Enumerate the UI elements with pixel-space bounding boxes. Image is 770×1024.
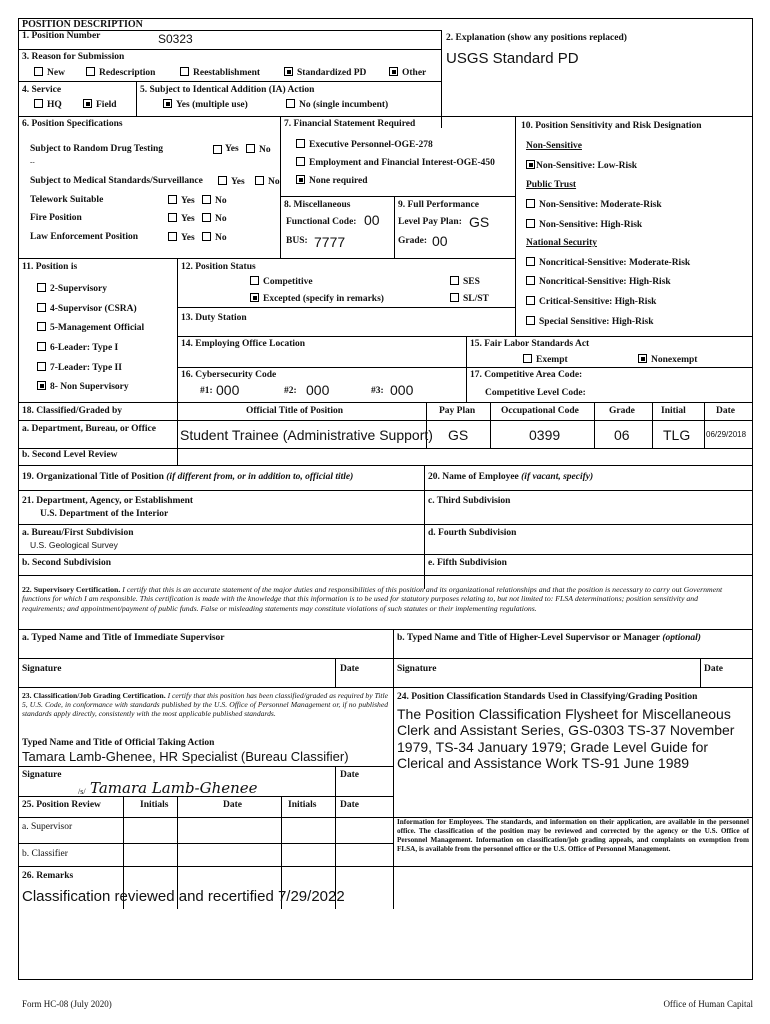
flsa-label: 15. Fair Labor Standards Act (470, 339, 590, 349)
financial-oge450[interactable]: Employment and Financial Interest-OGE-450 (296, 157, 495, 169)
second-level-review-label: b. Second Level Review (22, 450, 118, 460)
status-excepted[interactable]: Excepted (specify in remarks) (250, 293, 384, 305)
ses-checkbox[interactable] (450, 276, 459, 285)
initial-cell[interactable]: TLG (663, 427, 691, 443)
telework-yes[interactable]: Yes (168, 195, 195, 207)
employing-office-label: 14. Employing Office Location (181, 339, 306, 349)
office-name: Office of Human Capital (663, 999, 753, 1009)
medical-standards-label: Subject to Medical Standards/Surveillance (30, 176, 203, 186)
pos-7-checkbox[interactable] (37, 362, 46, 371)
pos-8-checkbox[interactable] (37, 381, 46, 390)
cybersecurity-label: 16. Cybersecurity Code (181, 370, 277, 380)
fifth-subdivision-label: e. Fifth Subdivision (428, 558, 507, 568)
official-signature[interactable]: Tamara Lamb-Ghenee (90, 779, 258, 797)
special-high-checkbox[interactable] (526, 316, 535, 325)
competitive-level-label: Competitive Level Code: (485, 388, 586, 398)
employee-information: Information for Employees. The standards, and information on their application, are available in the personnel office. The classification of the position may be reviewed and corrected by the agency or the U.S. Office of Personnel Management. Information on classification/job grading appeals, and complaints on exemption from FLSA, is available from the personnel office or the U.S. Office of Personnel Management. (397, 818, 749, 853)
drug-no[interactable]: No (246, 144, 271, 156)
pay-plan-label: Level Pay Plan: (398, 217, 462, 227)
national-security-heading: National Security (526, 238, 597, 248)
nc-high-risk[interactable]: Noncritical-Sensitive: High-Risk (526, 276, 671, 288)
fire-yes-checkbox[interactable] (168, 213, 177, 222)
public-trust-heading: Public Trust (526, 180, 577, 190)
fire-position-label: Fire Position (30, 213, 82, 223)
reason-standardized-checkbox[interactable] (284, 67, 293, 76)
service-hq[interactable]: HQ (34, 99, 62, 111)
telework-yes-checkbox[interactable] (168, 195, 177, 204)
medical-no[interactable]: No (255, 176, 280, 188)
reason-redescription-checkbox[interactable] (86, 67, 95, 76)
critical-high-checkbox[interactable] (526, 296, 535, 305)
ns-high-checkbox[interactable] (526, 219, 535, 228)
competitive-area-label: 17. Competitive Area Code: (470, 370, 583, 380)
telework-no-checkbox[interactable] (202, 195, 211, 204)
date-cell[interactable]: 06/29/2018 (706, 430, 747, 439)
explanation-value[interactable]: USGS Standard PD (446, 50, 579, 67)
drug-dash: -- (30, 158, 35, 166)
supervisor-signature-label: Signature (22, 664, 62, 674)
form-title: POSITION DESCRIPTION (22, 19, 143, 30)
medical-yes[interactable]: Yes (218, 176, 245, 188)
employee-name-label: 20. Name of Employee (if vacant, specify) (428, 472, 594, 482)
pos-4-checkbox[interactable] (37, 303, 46, 312)
official-typed-name-value[interactable]: Tamara Lamb-Ghenee, HR Specialist (Bureau Classifier) (22, 749, 349, 764)
standards-used-label: 24. Position Classification Standards Used in Classifying/Grading Position (397, 692, 698, 702)
financial-oge278[interactable]: Executive Personnel-OGE-278 (296, 139, 433, 151)
excepted-checkbox[interactable] (250, 293, 259, 302)
cyber-code-2-label: #2: (284, 386, 297, 396)
status-slst[interactable]: SL/ST (450, 293, 489, 305)
reason-other-checkbox[interactable] (389, 67, 398, 76)
pos-5-checkbox[interactable] (37, 322, 46, 331)
financial-none[interactable]: None required (296, 175, 368, 187)
functional-code-label: Functional Code: (286, 217, 357, 227)
functional-code-value[interactable]: 00 (364, 212, 380, 228)
position-number-label: 1. Position Number (22, 31, 101, 41)
pay-plan-cell[interactable]: GS (448, 427, 469, 443)
ns-low-risk[interactable]: Non-Sensitive: Low-Risk (526, 160, 637, 172)
oge278-checkbox[interactable] (296, 139, 305, 148)
higher-supervisor-label: b. Typed Name and Title of Higher-Level Supervisor or Manager (optional) (397, 633, 701, 643)
nc-moderate-risk[interactable]: Noncritical-Sensitive: Moderate-Risk (526, 257, 690, 269)
reason-label: 3. Reason for Submission (22, 52, 125, 62)
reason-new-checkbox[interactable] (34, 67, 43, 76)
telework-label: Telework Suitable (30, 195, 104, 205)
exempt-checkbox[interactable] (523, 354, 532, 363)
org-title-label: 19. Organizational Title of Position (if different from, or in addition to, official title) (22, 472, 354, 482)
classified-by-label: 18. Classified/Graded by (22, 406, 123, 416)
service-field-checkbox[interactable] (83, 99, 92, 108)
bureau-value[interactable]: U.S. Geological Survey (30, 540, 118, 550)
pos-5-management[interactable]: 5-Management Official (37, 322, 144, 334)
reason-other[interactable]: Other (389, 67, 426, 79)
pos-2-checkbox[interactable] (37, 283, 46, 292)
dept-bureau-office-label: a. Department, Bureau, or Office (22, 424, 156, 434)
cyber-code-2-value[interactable]: 000 (306, 382, 330, 398)
law-no-checkbox[interactable] (202, 232, 211, 241)
pos-6-leader-1[interactable]: 6-Leader: Type I (37, 342, 118, 354)
immediate-supervisor-label: a. Typed Name and Title of Immediate Supervisor (22, 633, 225, 643)
misc-label: 8. Miscellaneous (284, 200, 351, 210)
drug-yes[interactable]: Yes (213, 144, 239, 155)
ns-moderate-checkbox[interactable] (526, 199, 535, 208)
signature-prefix: /s/ (78, 787, 86, 796)
pay-plan-value[interactable]: GS (469, 214, 490, 230)
official-typed-name-label: Typed Name and Title of Official Taking Action (22, 738, 215, 748)
reason-redescription[interactable]: Redescription (86, 67, 155, 79)
fourth-subdivision-label: d. Fourth Subdivision (428, 528, 517, 538)
pos-2-supervisory[interactable]: 2-Supervisory (37, 283, 107, 295)
fp-grade-value[interactable]: 00 (432, 233, 448, 249)
service-field[interactable]: Field (83, 99, 117, 111)
grade-header: Grade (609, 406, 635, 416)
reason-new[interactable]: New (34, 67, 65, 79)
position-description-form (18, 18, 753, 1012)
pos-4-supervisor-csra[interactable]: 4-Supervisor (CSRA) (37, 303, 137, 315)
position-status-label: 12. Position Status (181, 262, 256, 272)
law-yes-checkbox[interactable] (168, 232, 177, 241)
fire-no[interactable]: No (202, 213, 227, 225)
nonexempt-checkbox[interactable] (638, 354, 647, 363)
law-yes[interactable]: Yes (168, 232, 195, 244)
position-number-value[interactable]: S0323 (158, 32, 193, 46)
ia-yes-checkbox[interactable] (163, 99, 172, 108)
medical-yes-checkbox[interactable] (218, 176, 227, 185)
explanation-label: 2. Explanation (show any positions replaced) (446, 33, 627, 43)
second-subdivision-label: b. Second Subdivision (22, 558, 111, 568)
pay-plan-header: Pay Plan (439, 406, 476, 416)
full-performance-label: 9. Full Performance (398, 200, 479, 210)
ia-action-label: 5. Subject to Identical Addition (IA) Action (140, 85, 315, 95)
law-no[interactable]: No (202, 232, 227, 244)
special-high-risk[interactable]: Special Sensitive: High-Risk (526, 316, 654, 328)
competitive-checkbox[interactable] (250, 276, 259, 285)
third-subdivision-label: c. Third Subdivision (428, 496, 511, 506)
grade-cell[interactable]: 06 (614, 427, 630, 443)
service-label: 4. Service (22, 85, 62, 95)
review-initials-header: Initials (140, 800, 169, 810)
drug-testing-label: Subject to Random Drug Testing (30, 144, 164, 154)
official-signature-label: Signature (22, 770, 62, 780)
ia-no[interactable]: No (single incumbent) (286, 99, 388, 111)
official-date-label: Date (340, 770, 359, 780)
reason-standardized-pd[interactable]: Standardized PD (284, 67, 366, 79)
remarks-value[interactable]: Classification reviewed and recertified 7/29/2022 (22, 888, 345, 905)
ns-moderate-risk[interactable]: Non-Sensitive: Moderate-Risk (526, 199, 662, 211)
bureau-label: a. Bureau/First Subdivision (22, 528, 134, 538)
ns-low-risk-checkbox[interactable] (526, 160, 535, 169)
review-date-header-2: Date (340, 800, 359, 810)
standards-used-value[interactable]: The Position Classification Flysheet for Miscellaneous Clerk and Assistant Series, GS-0303 TS-37 November 1979, TS-34 January 1979; Grade Level Guide for Clerical and Assistance Work TS-91 June 1989 (397, 706, 735, 772)
none-required-checkbox[interactable] (296, 175, 305, 184)
financial-statement-label: 7. Financial Statement Required (284, 119, 416, 129)
nonsensitive-heading: Non-Sensitive (526, 141, 582, 151)
oge450-checkbox[interactable] (296, 157, 305, 166)
position-review-label: 25. Position Review (22, 800, 101, 810)
flsa-nonexempt[interactable]: Nonexempt (638, 354, 697, 366)
ia-no-checkbox[interactable] (286, 99, 295, 108)
official-title-value[interactable]: Student Trainee (Administrative Support) (180, 427, 433, 443)
remarks-label: 26. Remarks (22, 871, 74, 881)
position-is-label: 11. Position is (22, 262, 78, 272)
date-header: Date (716, 406, 735, 416)
review-classifier-label: b. Classifier (22, 849, 68, 859)
ns-high-risk[interactable]: Non-Sensitive: High-Risk (526, 219, 642, 231)
review-supervisor-label: a. Supervisor (22, 822, 73, 832)
critical-high-risk[interactable]: Critical-Sensitive: High-Risk (526, 296, 656, 308)
sensitivity-label: 10. Position Sensitivity and Risk Designation (521, 121, 702, 131)
department-label: 21. Department, Agency, or Establishment (22, 496, 194, 506)
telework-no[interactable]: No (202, 195, 227, 207)
official-title-header: Official Title of Position (246, 406, 344, 416)
department-value[interactable]: U.S. Department of the Interior (40, 509, 169, 519)
review-initials-header-2: Initials (288, 800, 317, 810)
nc-high-checkbox[interactable] (526, 276, 535, 285)
pos-7-leader-2[interactable]: 7-Leader: Type II (37, 362, 122, 374)
cyber-code-1-value[interactable]: 000 (216, 382, 240, 398)
nc-moderate-checkbox[interactable] (526, 257, 535, 266)
service-hq-checkbox[interactable] (34, 99, 43, 108)
cyber-code-3-value[interactable]: 000 (390, 382, 414, 398)
fp-grade-label: Grade: (398, 236, 428, 246)
bus-value[interactable]: 7777 (314, 234, 346, 250)
occ-code-header: Occupational Code (501, 406, 579, 416)
cyber-code-3-label: #3: (371, 386, 384, 396)
review-date-header: Date (223, 800, 242, 810)
reason-reestablishment-checkbox[interactable] (180, 67, 189, 76)
pos-6-checkbox[interactable] (37, 342, 46, 351)
occ-code-cell[interactable]: 0399 (529, 427, 561, 443)
slst-checkbox[interactable] (450, 293, 459, 302)
manager-date-label: Date (704, 664, 723, 674)
fire-no-checkbox[interactable] (202, 213, 211, 222)
manager-signature-label: Signature (397, 664, 437, 674)
reason-reestablishment[interactable]: Reestablishment (180, 67, 260, 79)
drug-no-checkbox[interactable] (246, 144, 255, 153)
supervisor-date-label: Date (340, 664, 359, 674)
medical-no-checkbox[interactable] (255, 176, 264, 185)
form-number: Form HC-08 (July 2020) (22, 999, 112, 1009)
position-specs-label: 6. Position Specifications (22, 119, 123, 129)
initial-header: Initial (661, 406, 686, 416)
flsa-exempt[interactable]: Exempt (523, 354, 568, 366)
ia-yes[interactable]: Yes (multiple use) (163, 99, 248, 111)
status-ses[interactable]: SES (450, 276, 480, 288)
duty-station-label: 13. Duty Station (181, 313, 247, 323)
classification-certification: 23. Classification/Job Grading Certification. I certify that this position has been classified/graded as required by Title 5, U.S. Code, in conformance with standards published by the U.S. Office of Personnel Management or, if no published standards apply directly, consistently with the most applicable published standards. (22, 691, 388, 719)
fire-yes[interactable]: Yes (168, 213, 195, 225)
law-enforcement-label: Law Enforcement Position (30, 232, 139, 242)
cyber-code-1-label: #1: (200, 386, 213, 396)
bus-label: BUS: (286, 236, 308, 246)
status-competitive[interactable]: Competitive (250, 276, 313, 288)
supervisory-certification: 22. Supervisory Certification. I certify that this is an accurate statement of the major duties and responsibilities of this position and its organizational relationships and that the position is necessary to carry out Government functions for which I am responsible. This certification is made with the knowledge that this information is to be used for statutory purposes relating to, but not limited to: FLSA determinations; position sensitivity and requirements; and appointment/payment of public funds. False or misleading statements may constitute violations of such statutes or their implementing regulations. (22, 585, 723, 613)
pos-8-non-supervisory[interactable]: 8- Non Supervisory (37, 381, 129, 393)
drug-yes-checkbox[interactable] (213, 145, 222, 154)
